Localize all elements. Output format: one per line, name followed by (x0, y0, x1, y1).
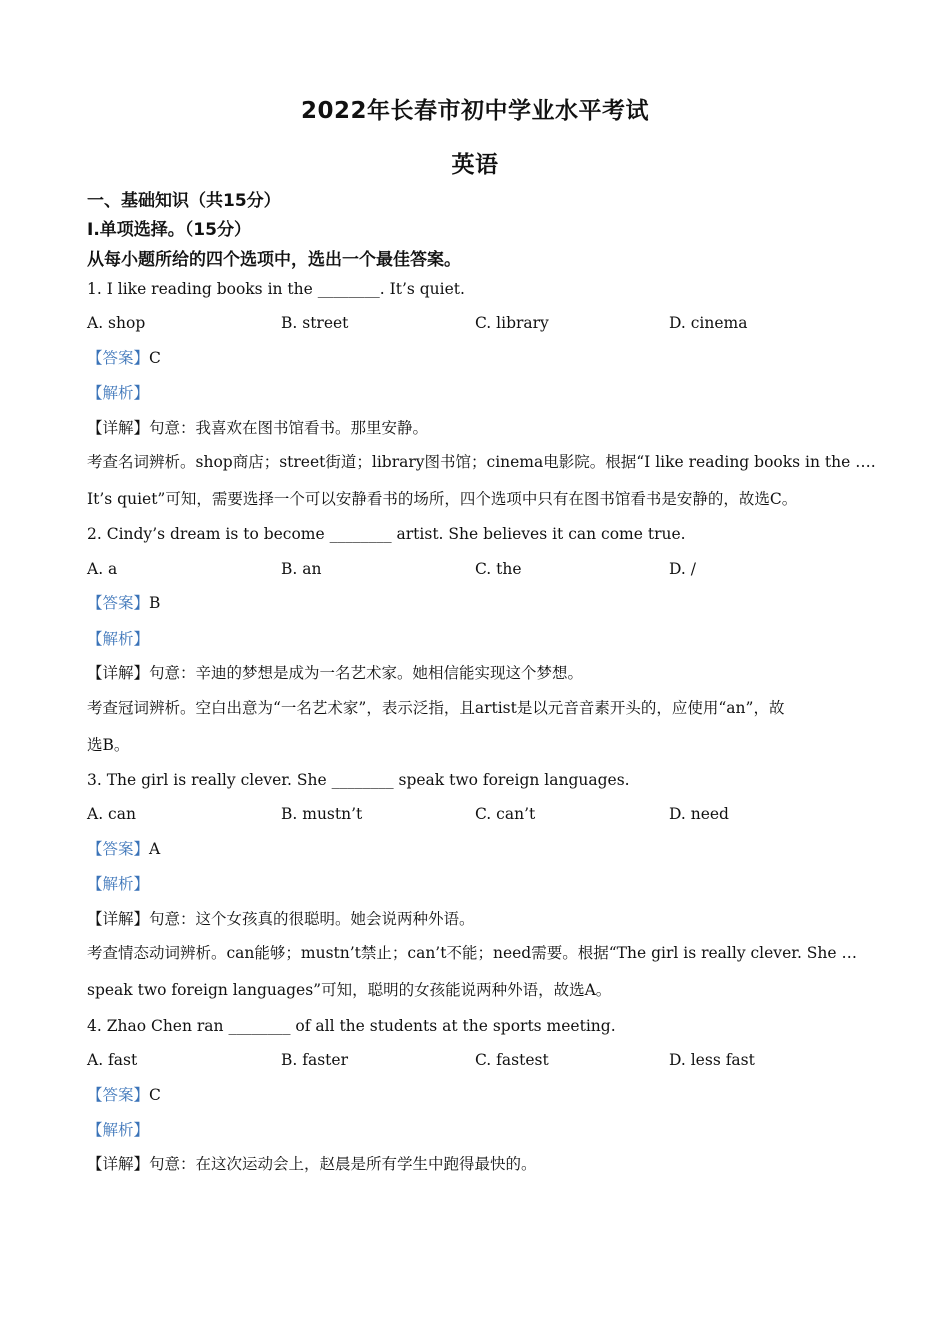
answer-label: 【答案】 (87, 1086, 150, 1104)
option-c-1: C. library (475, 314, 549, 332)
analysis-row-4 (87, 1120, 149, 1140)
question-stem-1: 1. I like reading books in the ________. It’s quiet. (87, 280, 465, 298)
option-d-1: D. cinema (669, 314, 748, 332)
part-heading: Ⅰ.单项选择。（15分） (87, 220, 251, 240)
option-b-1: B. street (281, 314, 349, 332)
question-stem-3: 3. The girl is really clever. She ________ speak two foreign languages. (87, 771, 630, 789)
detail-row-3 (87, 909, 475, 929)
explanation-line: 考查名词辨析。shop商店；street街道；library图书馆；cinema电影院。根据“I like reading books in the …. (87, 453, 876, 471)
detail-label: 【详解】 (87, 419, 150, 437)
option-d-2: D. / (669, 560, 696, 578)
detail-label: 【详解】 (87, 664, 150, 682)
answer-label: 【答案】 (87, 349, 150, 367)
explanation-line: 选B。 (87, 736, 130, 754)
question-stem-4: 4. Zhao Chen ran ________ of all the students at the sports meeting. (87, 1017, 616, 1035)
subject-title: 英语 (451, 152, 499, 178)
option-d-3: D. need (669, 805, 729, 823)
instruction-text: 从每小题所给的四个选项中，选出一个最佳答案。 (87, 250, 461, 270)
option-b-2: B. an (281, 560, 322, 578)
option-a-2: A. a (87, 560, 118, 578)
option-c-2: C. the (475, 560, 522, 578)
detail-label: 【详解】 (87, 910, 150, 928)
option-a-1: A. shop (87, 314, 146, 332)
analysis-label: 【解析】 (87, 1121, 150, 1139)
answer-value: B (149, 594, 161, 612)
option-d-4: D. less fast (669, 1051, 755, 1069)
option-c-4: C. fastest (475, 1051, 549, 1069)
detail-row-2 (87, 663, 583, 683)
option-a-4: A. fast (87, 1051, 138, 1069)
explanation-line: It’s quiet”可知，需要选择一个可以安静看书的场所，四个选项中只有在图书馆看书是安静的，故选C。 (87, 490, 798, 508)
detail-label: 【详解】 (87, 1155, 150, 1173)
explanation-line: 考查情态动词辨析。can能够；mustn’t禁止；can’t不能；need需要。根据“The girl is really clever. She … (87, 944, 857, 962)
explanation-line: speak two foreign languages”可知，聪明的女孩能说两种外语，故选A。 (87, 981, 612, 999)
document-title: 2022年长春市初中学业水平考试 (300, 98, 649, 124)
answer-row-2 (87, 593, 160, 613)
analysis-row-1 (87, 383, 149, 403)
analysis-label: 【解析】 (87, 875, 150, 893)
option-b-3: B. mustn’t (281, 805, 363, 823)
analysis-row-3 (87, 874, 149, 894)
detail-text: 句意：我喜欢在图书馆看书。那里安静。 (149, 419, 429, 437)
explanation-line: 考查冠词辨析。空白出意为“一名艺术家”，表示泛指，且artist是以元音音素开头的，应使用“an”，故 (87, 699, 785, 717)
answer-row-4 (87, 1085, 161, 1105)
answer-row-1 (87, 348, 161, 368)
analysis-label: 【解析】 (87, 630, 150, 648)
section-heading: 一、基础知识（共15分） (87, 191, 281, 211)
question-stem-2: 2. Cindy’s dream is to become ________ artist. She believes it can come true. (87, 525, 686, 543)
detail-row-1 (87, 418, 428, 438)
answer-row-3 (87, 839, 160, 859)
detail-text: 句意：辛迪的梦想是成为一名艺术家。她相信能实现这个梦想。 (149, 664, 584, 682)
answer-value: C (149, 349, 161, 367)
option-a-3: A. can (87, 805, 136, 823)
detail-text: 句意：在这次运动会上，赵晨是所有学生中跑得最快的。 (149, 1155, 537, 1173)
detail-row-4 (87, 1154, 537, 1174)
option-c-3: C. can’t (475, 805, 536, 823)
option-b-4: B. faster (281, 1051, 348, 1069)
answer-value: C (149, 1086, 161, 1104)
answer-label: 【答案】 (87, 840, 150, 858)
detail-text: 句意：这个女孩真的很聪明。她会说两种外语。 (149, 910, 475, 928)
analysis-label: 【解析】 (87, 384, 150, 402)
answer-value: A (149, 840, 161, 858)
answer-label: 【答案】 (87, 594, 150, 612)
analysis-row-2 (87, 629, 149, 649)
